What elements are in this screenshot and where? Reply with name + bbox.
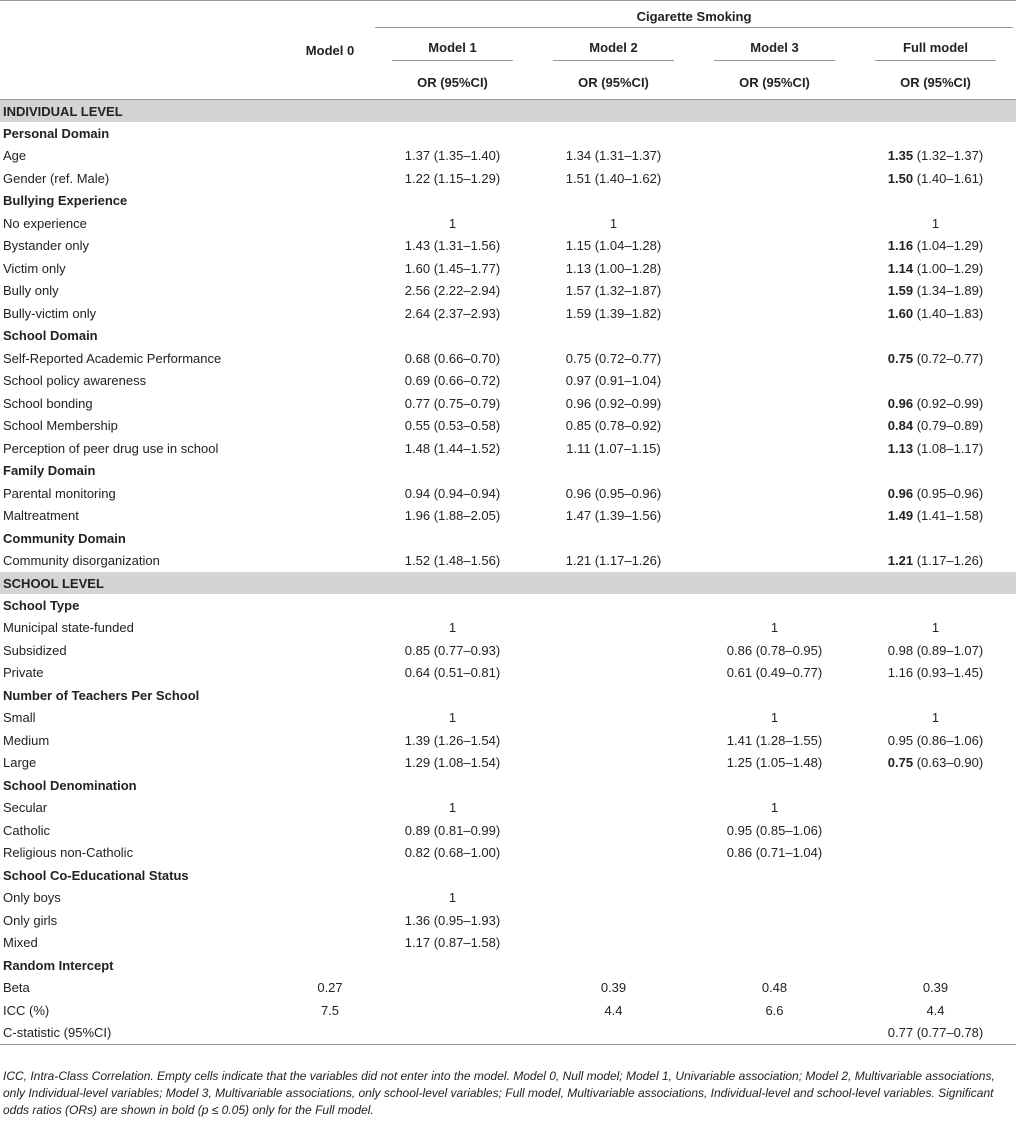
cell-full-model — [855, 662, 1016, 685]
cell-model-1 — [372, 1022, 533, 1045]
cell-model-2 — [533, 662, 694, 685]
cell-full-model — [855, 235, 1016, 258]
domain-heading-row — [0, 527, 1016, 550]
or-label-full-model: OR (95%CI) — [900, 75, 971, 90]
cell-model-2: 1.34 (1.31–1.37) — [565, 148, 662, 164]
domain-heading: School Type — [3, 597, 80, 613]
cell-full-model — [855, 392, 1016, 415]
cell-model-0 — [288, 639, 372, 662]
cell-model-1: 1.29 (1.08–1.54) — [404, 755, 501, 771]
cell-full-model — [855, 639, 1016, 662]
cell-full-model — [855, 707, 1016, 730]
cell-model-1: 1.17 (0.87–1.58) — [404, 935, 501, 951]
cell-model-1: 2.56 (2.22–2.94) — [404, 283, 501, 299]
domain-heading: Bullying Experience — [3, 193, 128, 209]
cell-model-1: 0.69 (0.66–0.72) — [404, 373, 501, 389]
domain-heading-row — [0, 684, 1016, 707]
table-row — [0, 302, 1016, 325]
cell-model-2: 4.4 — [604, 1002, 623, 1018]
full-model-ci: 0.95 (0.86–1.06) — [887, 732, 984, 748]
table-row — [0, 212, 1016, 235]
level-heading-row — [0, 100, 1016, 123]
significant-or-value: 0.96 — [887, 395, 914, 411]
cell-model-0 — [288, 819, 372, 842]
row-label: Bystander only — [3, 238, 89, 254]
table-row — [0, 662, 1016, 685]
cell-full-model — [855, 347, 1016, 370]
cell-model-1: 1.36 (0.95–1.93) — [404, 912, 501, 928]
cell-model-0 — [288, 909, 372, 932]
table-row — [0, 999, 1016, 1022]
row-label: Subsidized — [3, 642, 67, 658]
cell-model-3 — [694, 505, 855, 528]
header-empty-cell — [0, 35, 288, 66]
domain-heading: Personal Domain — [3, 125, 110, 141]
full-model-ci: 1 — [931, 620, 940, 636]
cell-full-model — [855, 999, 1016, 1022]
full-model-ci: (1.34–1.89) — [913, 283, 984, 299]
cell-full-model — [855, 617, 1016, 640]
domain-heading-row — [0, 594, 1016, 617]
header-row-or — [0, 66, 1016, 100]
cell-model-3: 0.61 (0.49–0.77) — [726, 665, 823, 681]
cell-model-2: 1.47 (1.39–1.56) — [565, 508, 662, 524]
cell-model-0 — [288, 1022, 372, 1045]
cell-model-0 — [288, 932, 372, 955]
cell-model-1: 1.39 (1.26–1.54) — [404, 732, 501, 748]
row-label: School Membership — [3, 418, 118, 434]
header-model-3 — [694, 35, 855, 66]
significant-or-value: 1.50 — [887, 170, 914, 186]
or-label-model-3: OR (95%CI) — [739, 75, 810, 90]
cell-model-2 — [533, 639, 694, 662]
cell-model-0 — [288, 347, 372, 370]
full-model-ci: (0.63–0.90) — [913, 755, 984, 771]
group-label-cigarette-smoking: Cigarette Smoking — [375, 9, 1013, 28]
full-model-ci: (1.17–1.26) — [913, 553, 984, 569]
cell-model-2: 1.15 (1.04–1.28) — [565, 238, 662, 254]
cell-full-model — [855, 302, 1016, 325]
cell-model-1: 1 — [448, 215, 457, 231]
row-label: Only boys — [3, 890, 61, 906]
table-row — [0, 505, 1016, 528]
domain-heading-row — [0, 460, 1016, 483]
full-model-ci: 0.39 — [922, 980, 949, 996]
full-model-ci: 0.98 (0.89–1.07) — [887, 642, 984, 658]
cell-model-2: 1 — [609, 215, 618, 231]
table-row — [0, 392, 1016, 415]
cell-model-1: 1 — [448, 710, 457, 726]
full-model-ci: 4.4 — [926, 1002, 945, 1018]
row-label: No experience — [3, 215, 87, 231]
domain-heading-row — [0, 190, 1016, 213]
cell-full-model — [855, 729, 1016, 752]
cell-model-1: 1.48 (1.44–1.52) — [404, 440, 501, 456]
cell-model-3: 0.86 (0.71–1.04) — [726, 845, 823, 861]
model-1-label: Model 1 — [392, 40, 513, 61]
cell-model-2: 1.57 (1.32–1.87) — [565, 283, 662, 299]
cell-model-3: 1.25 (1.05–1.48) — [726, 755, 823, 771]
row-label: Bully-victim only — [3, 305, 97, 321]
row-label: Victim only — [3, 260, 66, 276]
cell-full-model — [855, 212, 1016, 235]
domain-heading: Family Domain — [3, 463, 96, 479]
cell-model-3: 1.41 (1.28–1.55) — [726, 732, 823, 748]
cell-model-1: 1.96 (1.88–2.05) — [404, 508, 501, 524]
cell-full-model — [855, 932, 1016, 955]
table-row — [0, 257, 1016, 280]
row-label: Age — [3, 148, 27, 164]
significant-or-value: 0.75 — [887, 755, 914, 771]
cell-model-1: 2.64 (2.37–2.93) — [404, 305, 501, 321]
cell-model-2: 0.97 (0.91–1.04) — [565, 373, 662, 389]
domain-heading-row — [0, 122, 1016, 145]
domain-heading: Community Domain — [3, 530, 126, 546]
domain-heading: School Domain — [3, 328, 98, 344]
table-row — [0, 797, 1016, 820]
row-label: ICC (%) — [3, 1002, 50, 1018]
full-model-ci: 0.77 (0.77–0.78) — [887, 1025, 984, 1041]
table-row — [0, 819, 1016, 842]
cell-full-model — [855, 257, 1016, 280]
header-row-group — [0, 1, 1016, 36]
row-label: Maltreatment — [3, 508, 79, 524]
cell-model-3 — [694, 437, 855, 460]
header-row-models — [0, 35, 1016, 66]
cell-model-0 — [288, 235, 372, 258]
row-label: Beta — [3, 980, 30, 996]
cell-model-1: 0.55 (0.53–0.58) — [404, 418, 501, 434]
domain-heading-row — [0, 864, 1016, 887]
row-label: Parental monitoring — [3, 485, 116, 501]
row-label: Mixed — [3, 935, 38, 951]
full-model-ci: 1.16 (0.93–1.45) — [887, 665, 984, 681]
table-row — [0, 437, 1016, 460]
cell-model-1: 1.60 (1.45–1.77) — [404, 260, 501, 276]
cell-model-1: 1.52 (1.48–1.56) — [404, 553, 501, 569]
table-row — [0, 887, 1016, 910]
cell-model-3 — [694, 145, 855, 168]
row-label: Bully only — [3, 283, 59, 299]
row-label: Perception of peer drug use in school — [3, 440, 219, 456]
cell-full-model — [855, 909, 1016, 932]
full-model-ci: (0.95–0.96) — [913, 485, 984, 501]
cell-model-1: 1.43 (1.31–1.56) — [404, 238, 501, 254]
cell-model-1: 1.22 (1.15–1.29) — [404, 170, 501, 186]
cell-model-2 — [533, 729, 694, 752]
cell-full-model — [855, 167, 1016, 190]
domain-heading: Number of Teachers Per School — [3, 687, 200, 703]
cell-full-model — [855, 887, 1016, 910]
cell-model-0: 0.27 — [317, 980, 343, 996]
cell-model-2: 0.96 (0.92–0.99) — [565, 395, 662, 411]
full-model-ci: (0.79–0.89) — [913, 418, 984, 434]
cell-full-model — [855, 797, 1016, 820]
table-row — [0, 909, 1016, 932]
cell-full-model — [855, 437, 1016, 460]
domain-heading-row — [0, 954, 1016, 977]
full-model-ci: (1.08–1.17) — [913, 440, 984, 456]
cell-model-3 — [694, 370, 855, 393]
level-heading-row — [0, 572, 1016, 594]
full-model-ci: (0.92–0.99) — [913, 395, 984, 411]
row-label: Municipal state-funded — [3, 620, 134, 636]
cell-model-3 — [694, 235, 855, 258]
table-footnote: ICC, Intra-Class Correlation. Empty cells indicate that the variables did not enter into the model. Model 0, Null model; Model 1, Univariable association; Model 2, Multivariable associations, only Individual-level variables; Model 3, Multivariable associations, only school-level variables; Full model, Multivariable associations, Individual-level and school-level variables. Significant odds ratios (ORs) are shown in bold (p ≤ 0.05) only for the Full model. — [3, 1069, 995, 1117]
cell-model-1: 1 — [448, 620, 457, 636]
cell-model-0 — [288, 370, 372, 393]
cell-model-2: 1.21 (1.17–1.26) — [565, 553, 662, 569]
cell-model-2: 0.96 (0.95–0.96) — [565, 485, 662, 501]
cell-model-2 — [533, 752, 694, 775]
cell-full-model — [855, 280, 1016, 303]
cell-model-1: 0.89 (0.81–0.99) — [404, 822, 501, 838]
full-model-ci: (1.41–1.58) — [913, 508, 984, 524]
full-model-ci: (1.40–1.83) — [913, 305, 984, 321]
cell-full-model — [855, 505, 1016, 528]
row-label: Community disorganization — [3, 553, 160, 569]
cell-full-model — [855, 977, 1016, 1000]
level-heading: SCHOOL LEVEL — [0, 572, 1016, 594]
row-label: School policy awareness — [3, 373, 147, 389]
domain-heading-row — [0, 325, 1016, 348]
table-row — [0, 145, 1016, 168]
table-header — [0, 1, 1016, 100]
table-row — [0, 550, 1016, 573]
cell-model-0 — [288, 167, 372, 190]
significant-or-value: 1.49 — [887, 508, 914, 524]
cell-model-3 — [694, 212, 855, 235]
header-group-cell — [372, 1, 1016, 36]
row-label: Self-Reported Academic Performance — [3, 350, 222, 366]
header-full-model — [855, 35, 1016, 66]
cell-model-3 — [694, 257, 855, 280]
significant-or-value: 1.16 — [887, 238, 914, 254]
cell-model-3 — [694, 550, 855, 573]
cell-model-0 — [288, 752, 372, 775]
significant-or-value: 0.96 — [887, 485, 914, 501]
cell-model-3 — [694, 932, 855, 955]
cell-full-model — [855, 842, 1016, 865]
cell-model-3: 1 — [770, 800, 779, 816]
cell-model-3 — [694, 909, 855, 932]
cell-model-1: 0.64 (0.51–0.81) — [404, 665, 501, 681]
table-row — [0, 977, 1016, 1000]
model-2-label: Model 2 — [553, 40, 674, 61]
cell-model-2: 0.39 — [600, 980, 627, 996]
header-empty-cell — [0, 1, 288, 36]
table-body — [0, 100, 1016, 1045]
table-row — [0, 752, 1016, 775]
table-row — [0, 842, 1016, 865]
row-label: Large — [3, 755, 37, 771]
cell-full-model — [855, 752, 1016, 775]
table-row — [0, 1022, 1016, 1045]
domain-heading-row — [0, 774, 1016, 797]
domain-heading: School Co-Educational Status — [3, 867, 189, 883]
significant-or-value: 0.75 — [887, 350, 914, 366]
row-label: Small — [3, 710, 36, 726]
cell-model-2: 1.11 (1.07–1.15) — [566, 440, 661, 456]
cell-model-2 — [533, 1022, 694, 1045]
table-row — [0, 167, 1016, 190]
cell-model-1: 0.85 (0.77–0.93) — [404, 642, 501, 658]
cell-model-0 — [288, 729, 372, 752]
cell-model-3: 1 — [770, 710, 779, 726]
significant-or-value: 1.21 — [887, 553, 914, 569]
header-empty-cell — [288, 1, 372, 36]
cell-model-3 — [694, 280, 855, 303]
table-row — [0, 617, 1016, 640]
cell-model-2 — [533, 797, 694, 820]
cell-model-0 — [288, 415, 372, 438]
cell-full-model — [855, 145, 1016, 168]
cell-model-0 — [288, 257, 372, 280]
cell-model-3 — [694, 167, 855, 190]
cell-model-2 — [533, 707, 694, 730]
cell-model-3 — [694, 1022, 855, 1045]
cell-model-1: 0.82 (0.68–1.00) — [404, 845, 501, 861]
cell-full-model — [855, 370, 1016, 393]
cell-model-3 — [694, 887, 855, 910]
cell-model-1: 0.77 (0.75–0.79) — [404, 395, 501, 411]
cell-model-0 — [288, 437, 372, 460]
domain-heading: Random Intercept — [3, 957, 114, 973]
table-row — [0, 729, 1016, 752]
cell-model-2: 1.51 (1.40–1.62) — [565, 170, 662, 186]
cell-model-2 — [533, 819, 694, 842]
cell-model-0 — [288, 302, 372, 325]
significant-or-value: 0.84 — [887, 418, 914, 434]
significant-or-value: 1.35 — [887, 148, 914, 164]
row-label: Medium — [3, 732, 50, 748]
full-model-ci: (1.04–1.29) — [913, 238, 984, 254]
full-model-ci: (1.40–1.61) — [913, 170, 984, 186]
domain-heading: School Denomination — [3, 777, 137, 793]
table-row — [0, 347, 1016, 370]
cell-model-0 — [288, 887, 372, 910]
cell-model-3 — [694, 347, 855, 370]
table-row — [0, 415, 1016, 438]
row-label: School bonding — [3, 395, 93, 411]
significant-or-value: 1.60 — [887, 305, 914, 321]
cell-model-3: 0.86 (0.78–0.95) — [726, 642, 823, 658]
cell-model-2 — [533, 617, 694, 640]
cell-model-2: 1.59 (1.39–1.82) — [565, 305, 662, 321]
cell-model-1: 1.37 (1.35–1.40) — [404, 148, 501, 164]
table-row — [0, 482, 1016, 505]
full-model-ci: (0.72–0.77) — [913, 350, 984, 366]
cell-model-1: 0.68 (0.66–0.70) — [404, 350, 501, 366]
significant-or-value: 1.14 — [887, 260, 914, 276]
cell-model-1: 0.94 (0.94–0.94) — [404, 485, 501, 501]
model-3-label: Model 3 — [714, 40, 835, 61]
cell-model-0 — [288, 662, 372, 685]
row-label: Catholic — [3, 822, 50, 838]
cell-model-2 — [533, 932, 694, 955]
cell-model-2 — [533, 842, 694, 865]
cell-model-1 — [372, 977, 533, 1000]
cell-full-model — [855, 415, 1016, 438]
cell-model-3 — [694, 392, 855, 415]
header-empty-cell — [0, 66, 288, 100]
cell-model-2: 0.85 (0.78–0.92) — [565, 418, 662, 434]
cell-model-3 — [694, 302, 855, 325]
or-label-model-2: OR (95%CI) — [578, 75, 649, 90]
cell-model-0: 7.5 — [320, 1002, 340, 1018]
cell-model-0 — [288, 280, 372, 303]
table-row — [0, 280, 1016, 303]
cell-model-0 — [288, 842, 372, 865]
row-label: Gender (ref. Male) — [3, 170, 110, 186]
cell-model-0 — [288, 145, 372, 168]
full-model-ci: (1.32–1.37) — [913, 148, 984, 164]
header-model-0: Model 0 — [305, 43, 355, 58]
cell-full-model — [855, 482, 1016, 505]
cell-model-3: 1 — [770, 620, 779, 636]
cell-model-2 — [533, 887, 694, 910]
significant-or-value: 1.59 — [887, 283, 914, 299]
cell-model-2: 1.13 (1.00–1.28) — [565, 260, 662, 276]
cell-model-0 — [288, 392, 372, 415]
cell-model-0 — [288, 550, 372, 573]
cell-model-3: 0.48 — [761, 980, 788, 996]
table-row — [0, 932, 1016, 955]
cell-model-3 — [694, 482, 855, 505]
row-label: Private — [3, 665, 44, 681]
cell-model-3: 6.6 — [765, 1002, 784, 1018]
row-label: Only girls — [3, 912, 58, 928]
or-label-model-1: OR (95%CI) — [417, 75, 488, 90]
header-model-1 — [372, 35, 533, 66]
cell-model-1: 1 — [448, 800, 457, 816]
cell-model-1 — [372, 999, 533, 1022]
cell-model-3 — [694, 415, 855, 438]
cell-model-0 — [288, 482, 372, 505]
cell-model-3: 0.95 (0.85–1.06) — [726, 822, 823, 838]
full-model-ci: 1 — [931, 215, 940, 231]
cell-model-1: 1 — [448, 890, 457, 906]
cell-full-model — [855, 1022, 1016, 1045]
full-model-label: Full model — [875, 40, 996, 61]
significant-or-value: 1.13 — [887, 440, 914, 456]
row-label: C-statistic (95%CI) — [0, 1022, 288, 1045]
row-label: Secular — [3, 800, 48, 816]
table-row — [0, 235, 1016, 258]
cell-model-0 — [288, 617, 372, 640]
cell-model-0 — [288, 505, 372, 528]
cell-model-0 — [288, 212, 372, 235]
row-label: Religious non-Catholic — [3, 845, 134, 861]
cell-model-2: 0.75 (0.72–0.77) — [565, 350, 662, 366]
level-heading: INDIVIDUAL LEVEL — [0, 100, 1016, 123]
table-row — [0, 707, 1016, 730]
header-empty-cell — [288, 66, 372, 100]
cell-full-model — [855, 550, 1016, 573]
cell-model-2 — [533, 909, 694, 932]
cell-model-0 — [288, 797, 372, 820]
header-model-2 — [533, 35, 694, 66]
full-model-ci: 1 — [931, 710, 940, 726]
table-row — [0, 639, 1016, 662]
table-row — [0, 370, 1016, 393]
full-model-ci: (1.00–1.29) — [913, 260, 984, 276]
cell-full-model — [855, 819, 1016, 842]
cell-model-0 — [288, 707, 372, 730]
